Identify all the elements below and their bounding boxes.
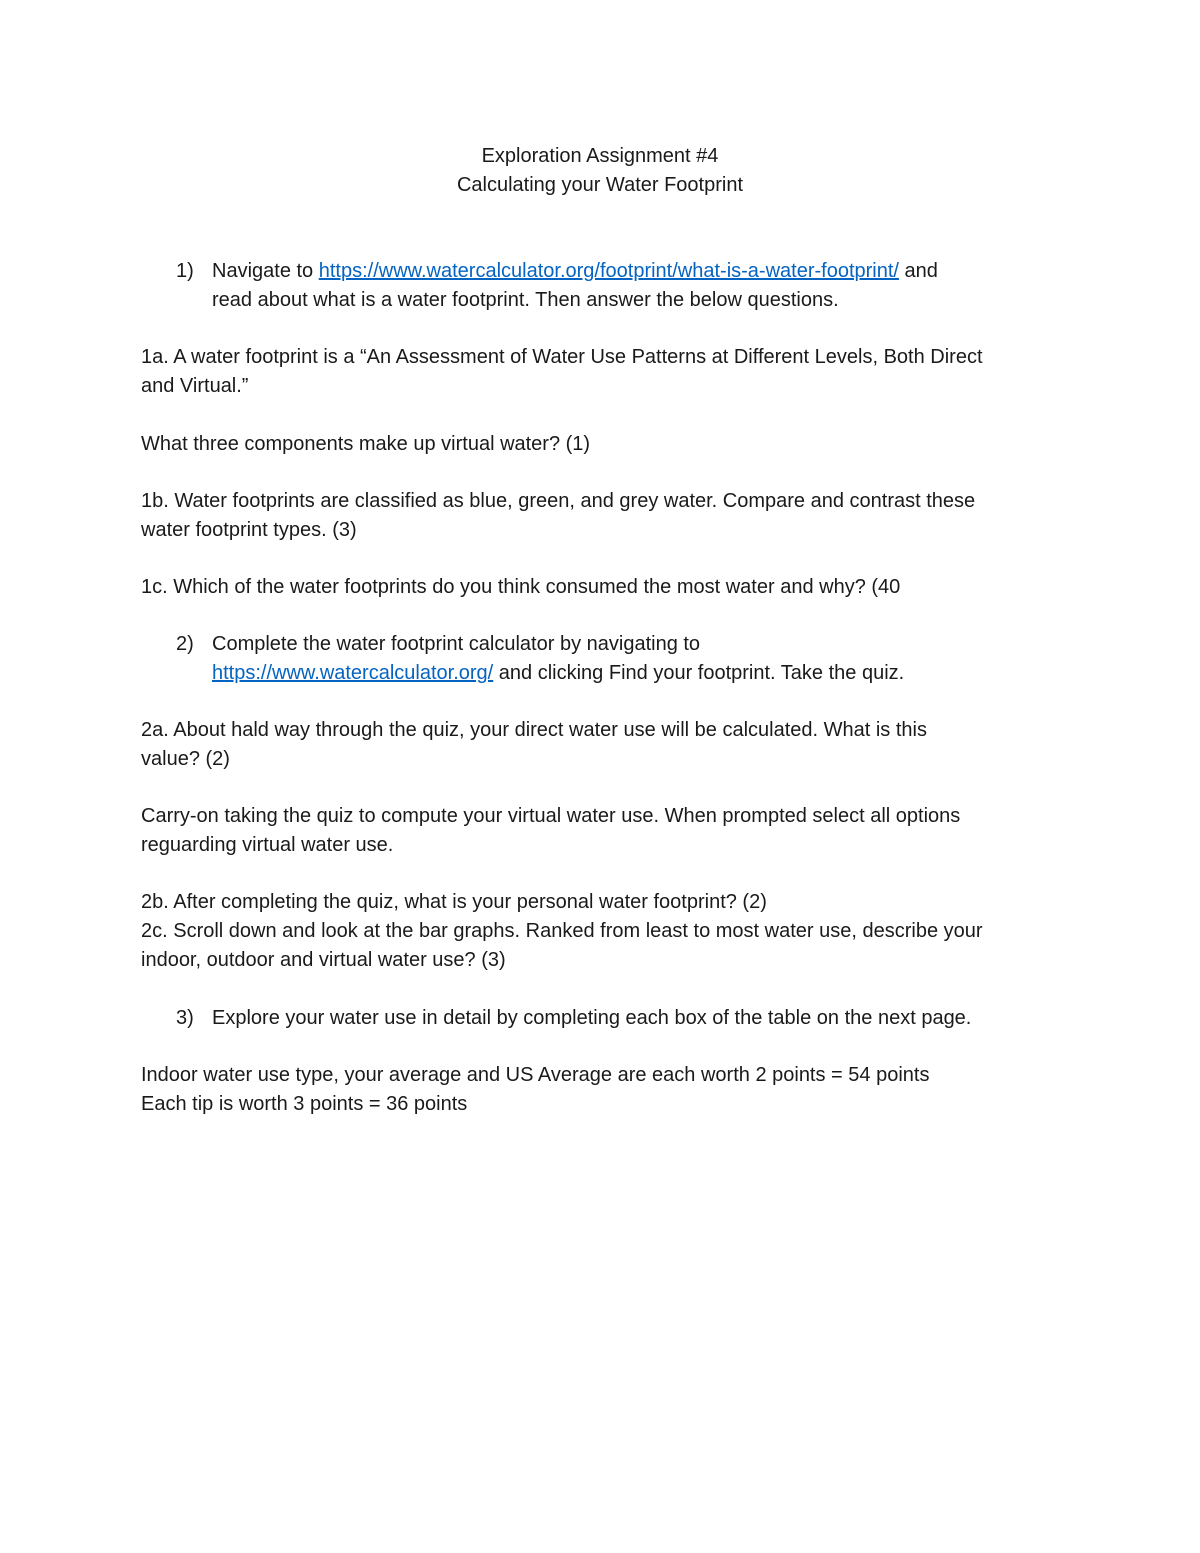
step-1-number: 1) xyxy=(176,260,194,282)
step-3-text: Explore your water use in detail by completing each box of the table on the next page. xyxy=(212,1007,972,1029)
step-1-suffix: and xyxy=(904,260,938,282)
step-1-prefix: Navigate to xyxy=(212,260,314,282)
question-2b: 2b. After completing the quiz, what is your personal water footprint? (2) xyxy=(141,891,767,913)
question-1b-line-1: 1b. Water footprints are classified as blue, green, and grey water. Compare and contrast these xyxy=(141,490,976,512)
step-2-line-1: Complete the water footprint calculator by navigating to xyxy=(212,633,701,655)
watercalculator-footprint-link[interactable]: https://www.watercalculator.org/footprint/what-is-a-water-footprint/ xyxy=(318,260,899,282)
points-line-1: Indoor water use type, your average and US Average are each worth 2 points = 54 points xyxy=(141,1064,930,1086)
watercalculator-home-link[interactable]: https://www.watercalculator.org/ xyxy=(212,662,494,684)
question-2c-line-2: indoor, outdoor and virtual water use? (3) xyxy=(141,949,506,971)
question-virtual-water: What three components make up virtual water? (1) xyxy=(141,433,591,455)
question-2c-line-1: 2c. Scroll down and look at the bar graphs. Ranked from least to most water use, describe your xyxy=(141,920,983,942)
step-2-suffix: and clicking Find your footprint. Take the quiz. xyxy=(498,662,905,684)
question-2a-line-1: 2a. About hald way through the quiz, your direct water use will be calculated. What is this xyxy=(141,719,927,741)
step-3-number: 3) xyxy=(176,1007,194,1029)
step-2-line-2 xyxy=(212,659,904,688)
question-1c: 1c. Which of the water footprints do you think consumed the most water and why? (40 xyxy=(141,576,901,598)
document-title: Exploration Assignment #4 xyxy=(481,145,719,167)
points-line-2: Each tip is worth 3 points = 36 points xyxy=(141,1093,468,1115)
document-subtitle: Calculating your Water Footprint xyxy=(456,174,744,196)
step-2-number: 2) xyxy=(176,633,194,655)
step-1-line-2: read about what is a water footprint. Then answer the below questions. xyxy=(212,289,839,311)
question-2a-line-2: value? (2) xyxy=(141,748,230,770)
step-1-line-1 xyxy=(212,257,938,286)
question-1a-line-2: and Virtual.” xyxy=(141,375,249,397)
carry-on-line-2: reguarding virtual water use. xyxy=(141,834,394,856)
question-1a-line-1: 1a. A water footprint is a “An Assessment of Water Use Patterns at Different Levels, Both Direct xyxy=(141,346,983,368)
question-1b-line-2: water footprint types. (3) xyxy=(141,519,357,541)
carry-on-line-1: Carry-on taking the quiz to compute your virtual water use. When prompted select all options xyxy=(141,805,961,827)
